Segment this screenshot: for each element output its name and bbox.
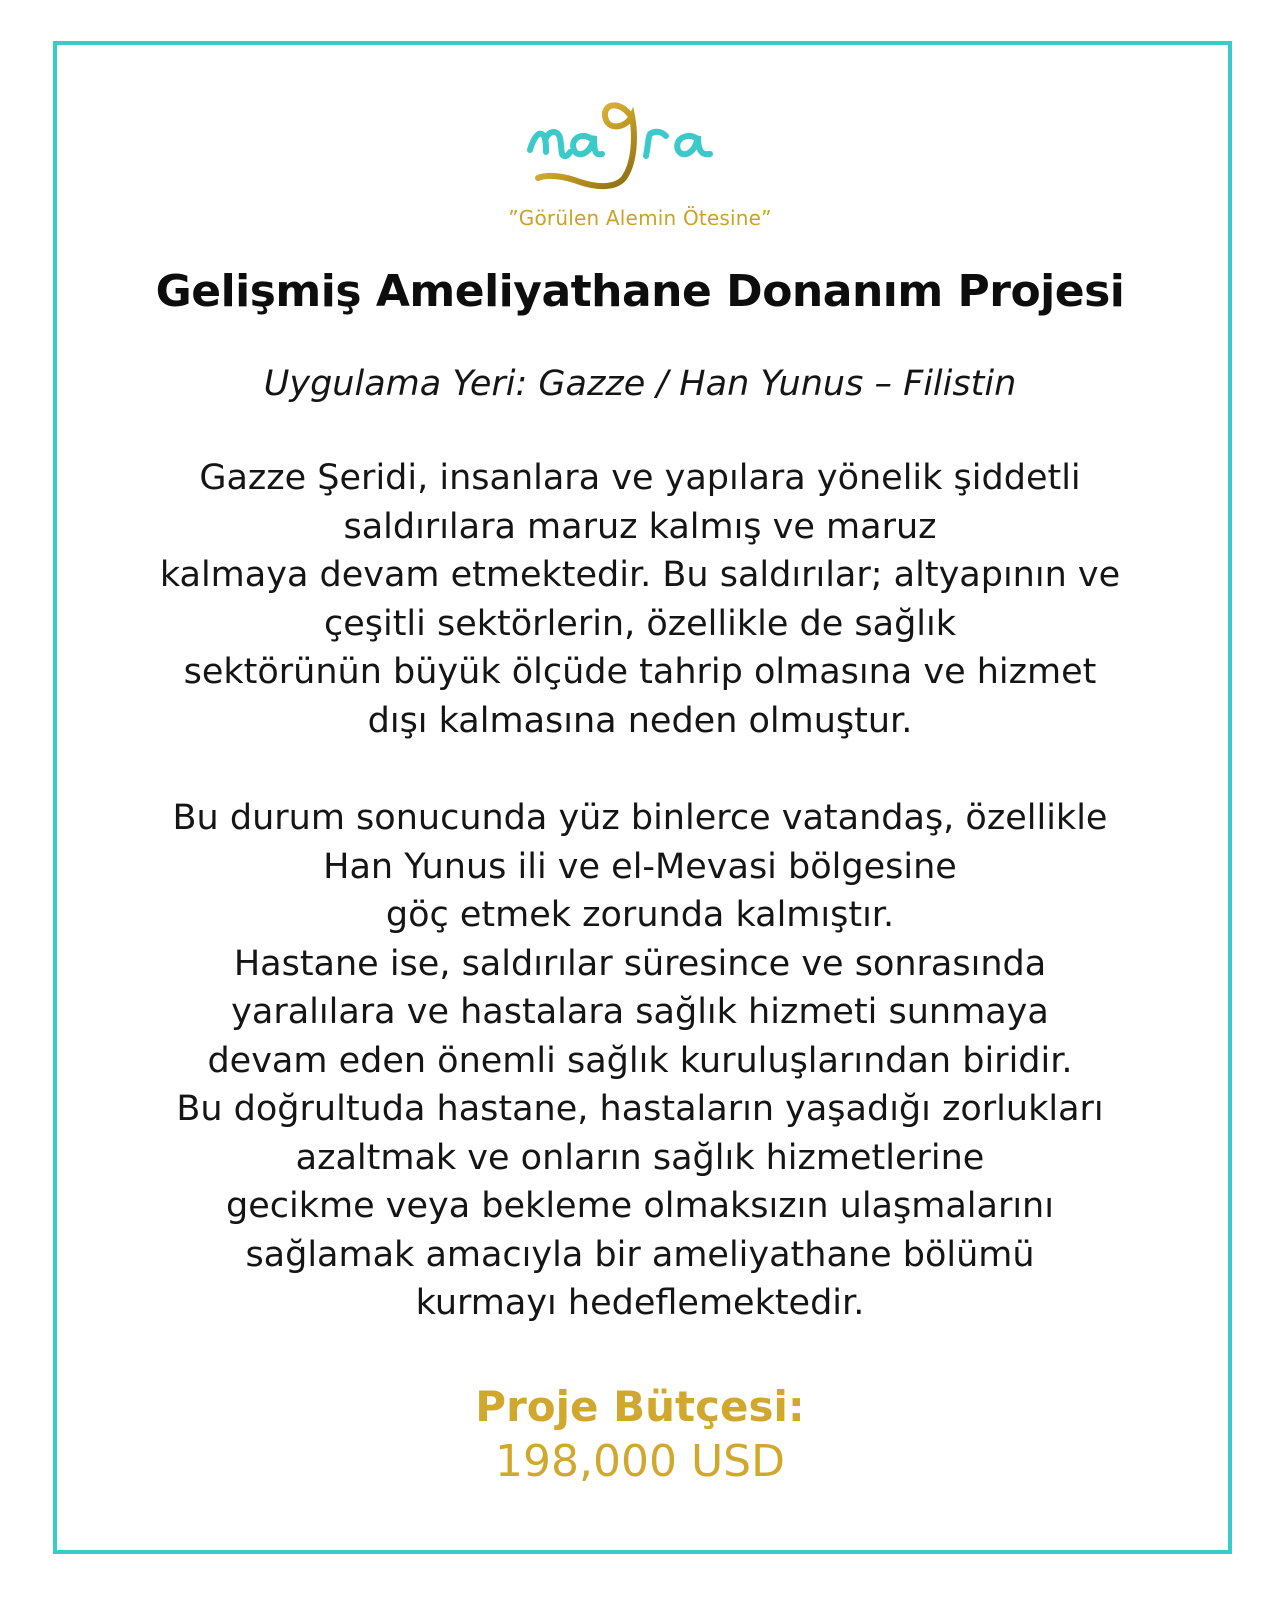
text-line: sağlamak amacıyla bir ameliyathane bölümü <box>245 1234 1035 1275</box>
text-line: saldırılara maruz kalmış ve maruz <box>343 506 937 547</box>
text-line: Bu durum sonucunda yüz binlerce vatandaş, özellikle <box>172 798 1108 838</box>
magra-logo <box>520 78 760 198</box>
text-line: çeşitli sektörlerin, özellikle de sağlık <box>323 603 957 644</box>
text-line: kurmayı hedeflemektedir. <box>415 1283 865 1323</box>
text-line: göç etmek zorunda kalmıştır. <box>385 895 895 935</box>
text-line: devam eden önemli sağlık kuruluşlarından biridir. <box>207 1040 1073 1081</box>
brand-tagline: ”Görülen Alemin Ötesine” <box>508 206 772 230</box>
page-title: Gelişmiş Ameliyathane Donanım Projesi <box>155 266 1125 317</box>
text-line: Gazze Şeridi, insanlara ve yapılara yönelik şiddetli <box>199 458 1081 498</box>
text-line: Han Yunus ili ve el-Mevasi bölgesine <box>323 846 957 887</box>
description-paragraph-1 <box>0 454 1280 745</box>
text-line: Hastane ise, saldırılar süresince ve sonrasında <box>233 943 1047 984</box>
text-line: yaralılara ve hastalara sağlık hizmeti sunmaya <box>231 992 1049 1032</box>
project-location: Uygulama Yeri: Gazze / Han Yunus – Filistin <box>263 364 1017 404</box>
description-paragraph-2 <box>0 794 1280 1328</box>
text-line: Bu doğrultuda hastane, hastaların yaşadığı zorlukları <box>176 1089 1104 1129</box>
text-line: sektörünün büyük ölçüde tahrip olmasına ve hizmet <box>183 652 1097 692</box>
text-line: gecikme veya bekleme olmaksızın ulaşmalarını <box>226 1186 1054 1226</box>
text-line: dışı kalmasına neden olmuştur. <box>367 700 913 741</box>
text-line: kalmaya devam etmektedir. Bu saldırılar; altyapının ve <box>159 555 1121 595</box>
budget-value: 198,000 USD <box>495 1436 785 1487</box>
text-line: azaltmak ve onların sağlık hizmetlerine <box>295 1137 985 1178</box>
budget-label: Proje Bütçesi: <box>475 1382 805 1431</box>
